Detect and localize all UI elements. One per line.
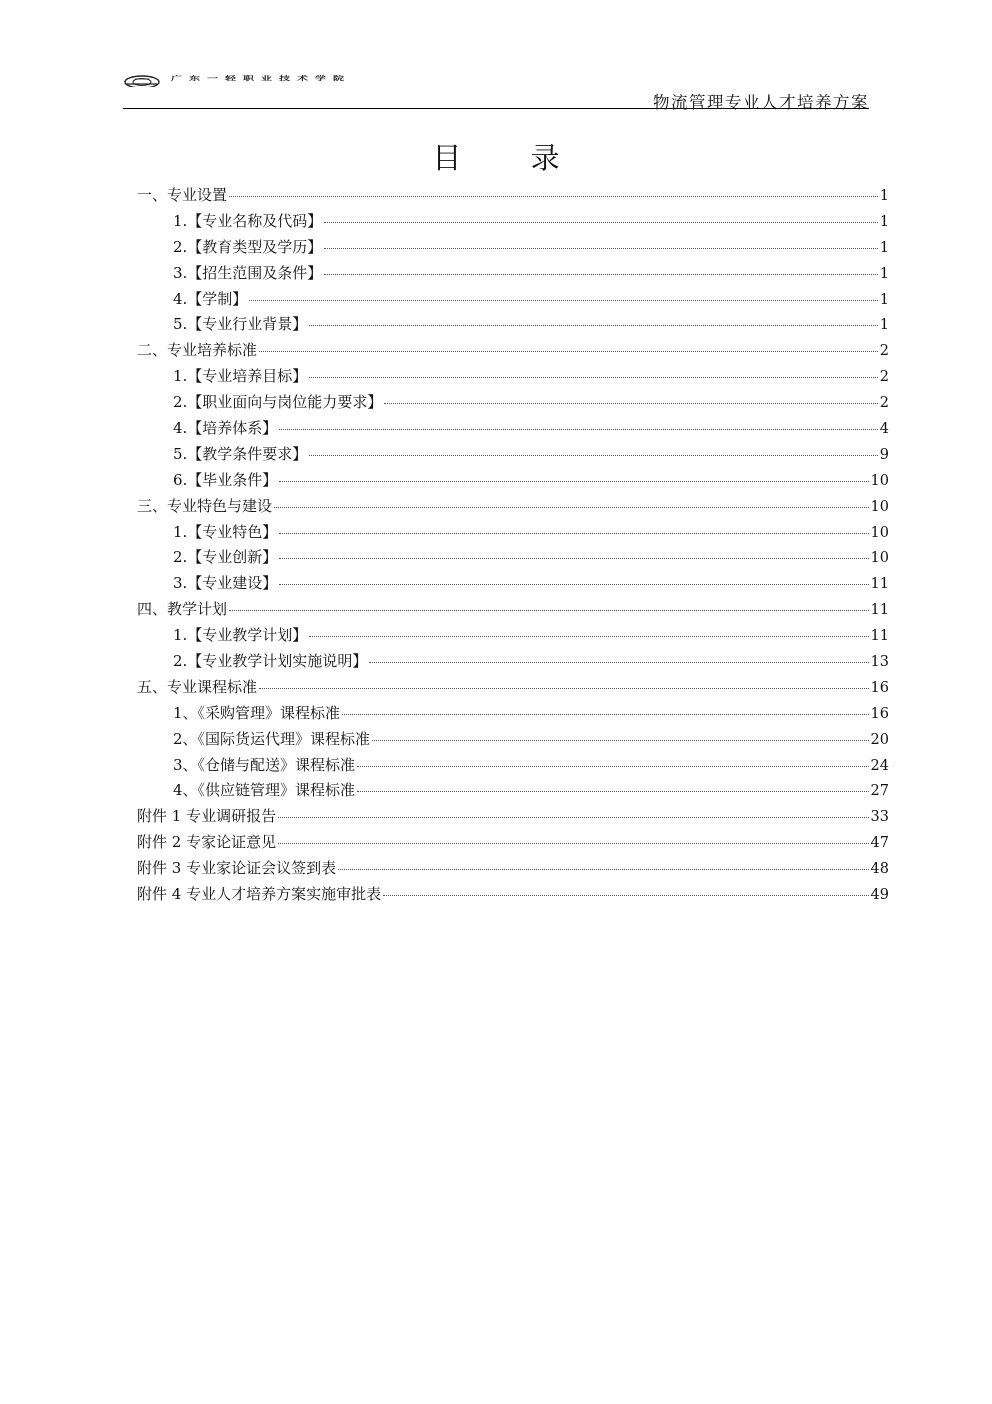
toc-entry-label: 3.【专业建设】 xyxy=(173,574,278,593)
toc-entry-label: 三、专业特色与建设 xyxy=(137,496,273,515)
toc-entry-label: 附件 2 专家论证意见 xyxy=(137,833,277,852)
toc-dot-leader xyxy=(369,662,868,663)
toc-dot-leader xyxy=(357,791,869,792)
toc-entry[interactable] xyxy=(137,650,889,676)
toc-dot-leader xyxy=(384,403,877,404)
toc-entry-page: 10 xyxy=(870,472,889,489)
toc-entry-page: 48 xyxy=(870,861,889,878)
toc-entry-page: 2 xyxy=(879,369,889,386)
toc-entry-page: 47 xyxy=(870,835,889,852)
toc-entry-label: 一、专业设置 xyxy=(137,186,228,204)
toc-entry[interactable] xyxy=(137,236,889,262)
toc-entry[interactable] xyxy=(137,339,889,365)
toc-dot-leader xyxy=(259,351,878,352)
toc-entry-page: 13 xyxy=(870,654,889,671)
toc-entry-label: 3、《仓储与配送》课程标准 xyxy=(173,755,356,774)
toc-dot-leader xyxy=(279,429,877,430)
toc-entry-page: 9 xyxy=(879,446,889,463)
toc-entry[interactable] xyxy=(137,857,889,883)
school-name: 广东一轻职业技术学院 xyxy=(171,75,351,83)
toc-entry[interactable] xyxy=(137,805,889,831)
toc-dot-leader xyxy=(279,481,868,482)
toc-entry-page: 2 xyxy=(879,395,889,412)
toc-dot-leader xyxy=(279,584,868,585)
toc-entry-page: 16 xyxy=(870,679,889,696)
toc-dot-leader xyxy=(279,558,868,559)
toc-entry-label: 五、专业课程标准 xyxy=(137,677,258,696)
toc-entry-page: 1 xyxy=(879,317,889,334)
toc-dot-leader xyxy=(357,766,869,767)
toc-entry-page: 10 xyxy=(870,498,889,515)
toc-dot-leader xyxy=(324,222,877,223)
page-header xyxy=(123,70,869,112)
toc-entry[interactable] xyxy=(137,210,889,236)
toc-entry-label: 1.【专业教学计划】 xyxy=(173,626,308,645)
toc-dot-leader xyxy=(383,895,868,896)
toc-entry-page: 16 xyxy=(870,705,889,722)
toc-entry[interactable] xyxy=(137,624,889,650)
toc-entry-label: 1.【专业培养目标】 xyxy=(173,367,308,386)
toc-entry[interactable] xyxy=(137,495,889,521)
toc-entry[interactable] xyxy=(137,417,889,443)
toc-entry-page: 4 xyxy=(879,421,889,438)
toc-dot-leader xyxy=(309,325,877,326)
toc-dot-leader xyxy=(342,714,869,715)
toc-entry-page: 33 xyxy=(870,809,889,826)
toc-entry[interactable] xyxy=(137,469,889,495)
toc-entry[interactable] xyxy=(137,883,889,909)
toc-entry[interactable] xyxy=(137,754,889,780)
toc-dot-leader xyxy=(309,377,877,378)
toc-dot-leader xyxy=(274,507,869,508)
toc-entry[interactable] xyxy=(137,831,889,857)
school-logo-icon xyxy=(123,73,161,87)
toc-entry-label: 1.【专业特色】 xyxy=(173,522,278,541)
toc-entry-label: 四、教学计划 xyxy=(137,600,228,619)
toc-entry-page: 2 xyxy=(879,343,889,360)
toc-dot-leader xyxy=(279,533,868,534)
toc-entry-label: 1、《采购管理》课程标准 xyxy=(173,703,341,722)
toc-entry-page: 10 xyxy=(870,524,889,541)
toc-entry[interactable] xyxy=(137,288,889,314)
toc-dot-leader xyxy=(309,636,868,637)
toc-entry-page: 11 xyxy=(870,628,889,645)
toc-dot-leader xyxy=(259,688,869,689)
toc-title: 目 录 xyxy=(432,141,590,175)
toc-dot-leader xyxy=(324,248,877,249)
toc-entry[interactable] xyxy=(137,262,889,288)
toc-entry[interactable] xyxy=(137,365,889,391)
table-of-contents xyxy=(137,184,889,909)
toc-entry-label: 4.【学制】 xyxy=(173,289,248,308)
toc-entry[interactable] xyxy=(137,572,889,598)
toc-entry-page: 10 xyxy=(870,550,889,567)
toc-entry-label: 3.【招生范围及条件】 xyxy=(173,263,323,282)
toc-entry-page: 1 xyxy=(879,265,889,282)
toc-entry-label: 附件 3 专业家论证会议签到表 xyxy=(137,859,337,878)
toc-entry-page: 1 xyxy=(879,239,889,256)
toc-entry[interactable] xyxy=(137,598,889,624)
toc-entry[interactable] xyxy=(137,702,889,728)
toc-entry-page: 1 xyxy=(879,291,889,308)
toc-entry-label: 2.【职业面向与岗位能力要求】 xyxy=(173,393,383,412)
toc-entry-label: 5.【专业行业背景】 xyxy=(173,315,308,334)
toc-entry-label: 5.【教学条件要求】 xyxy=(173,444,308,463)
toc-entry-label: 4.【培养体系】 xyxy=(173,419,278,438)
toc-dot-leader xyxy=(278,817,868,818)
toc-entry-page: 49 xyxy=(870,887,889,904)
toc-dot-leader xyxy=(229,196,878,197)
toc-entry-label: 附件 4 专业人才培养方案实施审批表 xyxy=(137,885,382,904)
toc-dot-leader xyxy=(229,610,869,611)
toc-entry[interactable] xyxy=(137,184,889,210)
toc-entry-label: 2.【专业教学计划实施说明】 xyxy=(173,652,368,671)
toc-entry-page: 20 xyxy=(870,731,889,748)
toc-dot-leader xyxy=(338,869,868,870)
toc-entry[interactable] xyxy=(137,391,889,417)
toc-dot-leader xyxy=(309,455,877,456)
toc-entry[interactable] xyxy=(137,521,889,547)
toc-entry[interactable] xyxy=(137,779,889,805)
toc-entry-label: 二、专业培养标准 xyxy=(137,341,258,360)
toc-dot-leader xyxy=(372,740,869,741)
toc-entry-page: 1 xyxy=(879,213,889,230)
toc-entry-label: 附件 1 专业调研报告 xyxy=(137,807,277,826)
toc-dot-leader xyxy=(324,274,877,275)
toc-entry[interactable] xyxy=(137,676,889,702)
toc-entry-label: 2.【专业创新】 xyxy=(173,548,278,567)
toc-entry-page: 27 xyxy=(870,783,889,800)
toc-entry[interactable] xyxy=(137,546,889,572)
toc-entry-page: 24 xyxy=(870,757,889,774)
toc-entry-page: 11 xyxy=(870,602,889,619)
toc-dot-leader xyxy=(249,300,877,301)
toc-entry-label: 2、《国际货运代理》课程标准 xyxy=(173,729,371,748)
toc-entry[interactable] xyxy=(137,313,889,339)
toc-entry-page: 11 xyxy=(870,576,889,593)
toc-entry-label: 1.【专业名称及代码】 xyxy=(173,211,323,230)
toc-dot-leader xyxy=(278,843,868,844)
toc-entry-label: 4、《供应链管理》课程标准 xyxy=(173,781,356,800)
toc-entry-label: 2.【教育类型及学历】 xyxy=(173,237,323,256)
toc-entry-label: 6.【毕业条件】 xyxy=(173,470,278,489)
toc-entry[interactable] xyxy=(137,728,889,754)
program-title: 物流管理专业人才培养方案 xyxy=(653,93,869,112)
toc-entry[interactable] xyxy=(137,443,889,469)
toc-entry-page: 1 xyxy=(879,188,889,204)
